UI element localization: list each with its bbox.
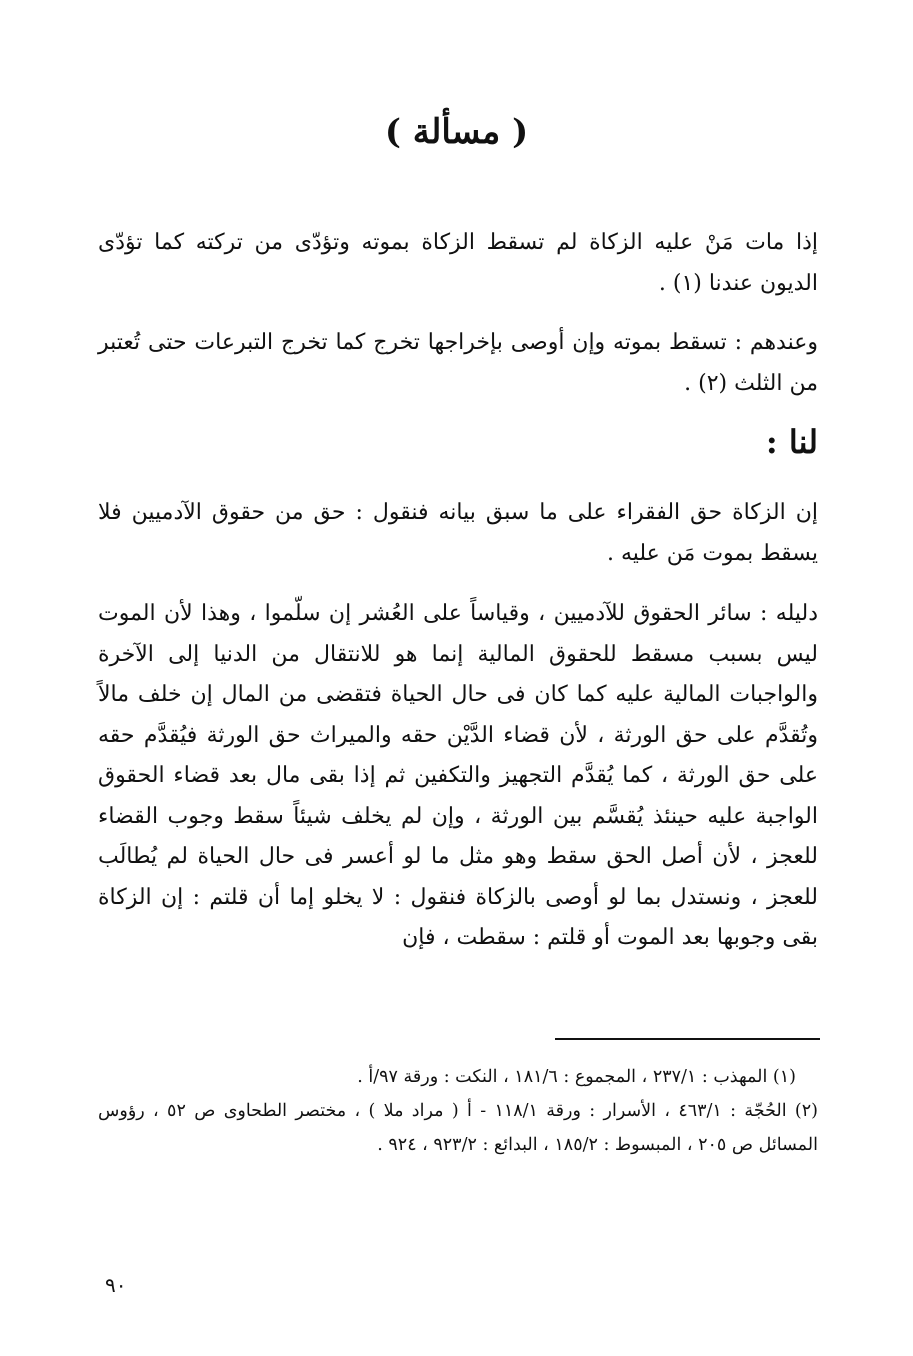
paragraph-2: وعندهم : تسقط بموته وإن أوصى بإخراجها تخرج كما تخرج التبرعات حتى تُعتبر من الثلث (٢) . [98,330,818,396]
page-title: ( مسألة ) [384,112,529,152]
section-subheading: لنا : [765,423,818,461]
argument-paragraph-2: دليله : سائر الحقوق للآدميين ، وقياساً على العُشر إن سلّموا ، وهذا لأن الموت ليس بسبب مسقط للحقوق المالية إنما هو للانتقال من الدنيا إلى الآخرة والواجبات المالية عليه كما كان فى حال الحياة فتقضى من المال إن خلف مالاً وتُقدَّم على حق الورثة ، لأن قضاء الدَّيْن حقه والميراث حق الورثة فيُقدَّم حقه على حق الورثة ، كما يُقدَّم التجهيز والتكفين ثم إذا بقى مال بعد قضاء الحقوق الواجبة عليه حينئذ يُقسَّم بين الورثة ، وإن لم يخلف شيئاً سقط وجوب القضاء للعجز ، لأن أصل الحق سقط وهو مثل ما لو أعسر فى حال الحياة لم يُطالَب للعجز ، ونستدل بما لو أوصى بالزكاة فنقول : لا يخلو إما أن قلتم : إن الزكاة بقى وجوبها بعد الموت أو قلتم : سقطت ، فإن [98,601,819,950]
argument-paragraph-1: إن الزكاة حق الفقراء على ما سبق بيانه فنقول : حق من حقوق الآدميين فلا يسقط بموت مَن عليه . [98,500,818,566]
footnote-1: (١) المهذب : ٢٣٧/١ ، المجموع : ١٨١/٦ ، النكت : ورقة ٩٧/أ . [357,1067,796,1087]
page-number: ٩٠ [105,1273,127,1297]
footnote-divider [555,1038,820,1040]
footnote-2: (٢) الحُجّة : ٤٦٣/١ ، الأسرار : ورقة ١١٨/١ - أ ( مراد ملا ) ، مختصر الطحاوى ص ٥٢ ، رؤوس المسائل ص ٢٠٥ ، المبسوط : ١٨٥/٢ ، البدائع : ٩٢٣/٢ ، ٩٢٤ . [98,1101,818,1155]
paragraph-1: إذا مات مَنْ عليه الزكاة لم تسقط الزكاة بموته وتؤدّى من تركته كما تؤدّى الديون عندنا (١) . [98,230,818,296]
footnotes [98,1060,818,1162]
